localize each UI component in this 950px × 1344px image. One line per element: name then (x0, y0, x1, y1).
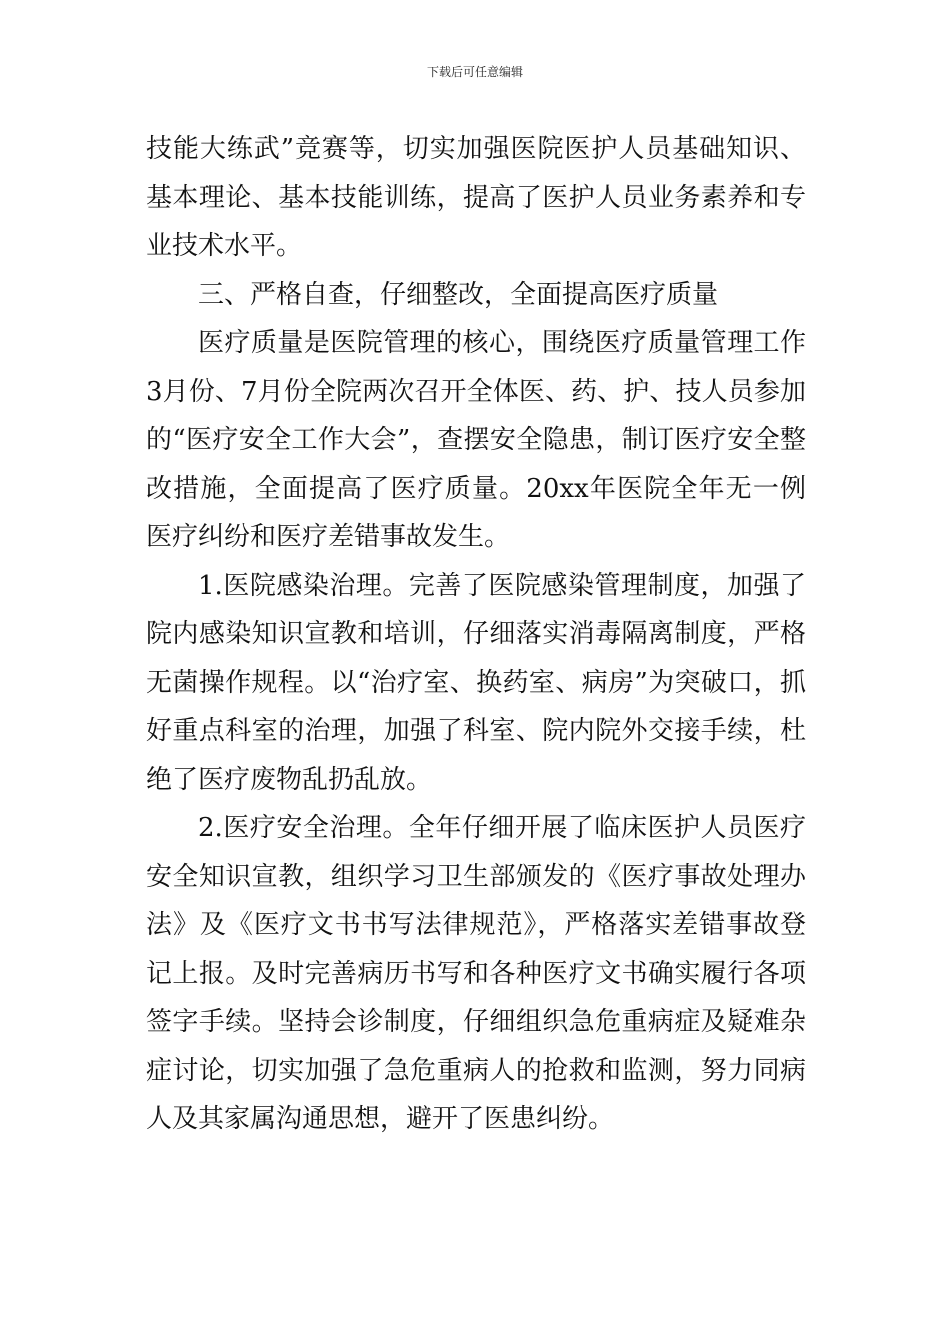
page-header: 下载后可任意编辑 (426, 65, 523, 79)
paragraph-infection: 1.医院感染治理。完善了医院感染管理制度，加强了院内感染知识宣教和培训，仔细落实消毒隔离制度，严格无菌操作规程。以“治疗室、换药室、病房”为突破口，抓好重点科室的治理，加强了科室、院内院外交接手续，杜绝了医疗废物乱扔乱放。 (146, 570, 806, 795)
paragraph-continuation: 技能大练武”竞赛等，切实加强医院医护人员基础知识、基本理论、基本技能训练，提高了医护人员业务素养和专业技术水平。 (146, 134, 806, 261)
body-text (146, 125, 806, 1144)
section-heading: 三、严格自查，仔细整改，全面提高医疗质量 (198, 279, 719, 310)
paragraph-safety: 2.医疗安全治理。全年仔细开展了临床医护人员医疗安全知识宣教，组织学习卫生部颁发的《医疗事故处理办法》及《医疗文书书写法律规范》，严格落实差错事故登记上报。及时完善病历书写和各种医疗文书确实履行各项签字手续。坚持会诊制度，仔细组织急危重病症及疑难杂症讨论，切实加强了急危重病人的抢救和监测，努力同病人及其家属沟通思想，避开了医患纠纷。 (146, 813, 806, 1134)
paragraph-quality: 医疗质量是医院管理的核心，围绕医疗质量管理工作3月份、7月份全院两次召开全体医、药、护、技人员参加的“医疗安全工作大会”，查摆安全隐患，制订医疗安全整改措施，全面提高了医疗质量。20xx年医院全年无一例医疗纠纷和医疗差错事故发生。 (146, 328, 806, 552)
